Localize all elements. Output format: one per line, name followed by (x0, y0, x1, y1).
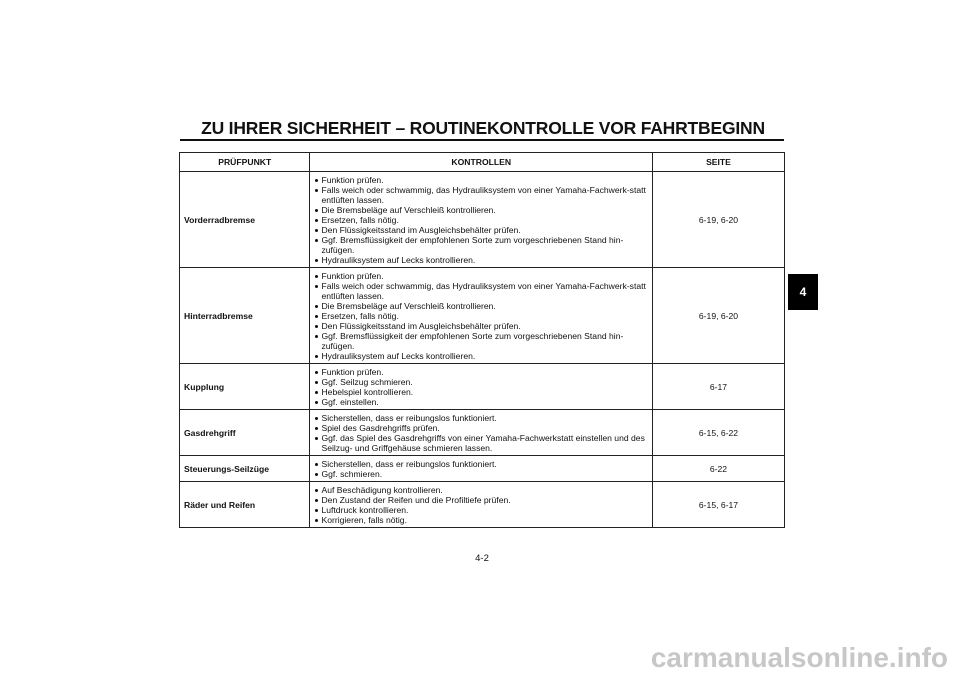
table-row (180, 456, 785, 482)
row-checks (310, 364, 653, 410)
check-list-item: Hydrauliksystem auf Lecks kontrollieren. (315, 351, 648, 361)
check-list-item: Ggf. Bremsflüssigkeit der empfohlenen Sorte zum vorgeschriebenen Stand hin-zufügen. (315, 331, 648, 351)
check-list-item: Luftdruck kontrollieren. (315, 505, 648, 515)
row-item: Steuerungs-Seilzüge (180, 456, 310, 482)
row-page-ref: 6-19, 6-20 (653, 268, 785, 364)
check-list-item: Ggf. Bremsflüssigkeit der empfohlenen Sorte zum vorgeschriebenen Stand hin-zufügen. (315, 235, 648, 255)
row-item: Kupplung (180, 364, 310, 410)
check-list-item: Ggf. schmieren. (315, 469, 648, 479)
row-page-ref: 6-17 (653, 364, 785, 410)
check-list-item: Funktion prüfen. (315, 271, 648, 281)
check-list-item: Funktion prüfen. (315, 175, 648, 185)
check-list-item: Ersetzen, falls nötig. (315, 311, 648, 321)
row-checks (310, 268, 653, 364)
check-list (315, 413, 648, 453)
check-list-item: Den Flüssigkeitsstand im Ausgleichsbehälter prüfen. (315, 321, 648, 331)
row-item: Hinterradbremse (180, 268, 310, 364)
page-title: ZU IHRER SICHERHEIT – ROUTINEKONTROLLE VOR FAHRTBEGINN (201, 118, 765, 138)
row-page-ref: 6-22 (653, 456, 785, 482)
check-list-item: Ersetzen, falls nötig. (315, 215, 648, 225)
row-item: Vorderradbremse (180, 172, 310, 268)
header-page: SEITE (653, 153, 785, 172)
table-row (180, 410, 785, 456)
page-number: 4-2 (475, 553, 489, 564)
check-list-item: Die Bremsbeläge auf Verschleiß kontrollieren. (315, 301, 648, 311)
row-checks (310, 456, 653, 482)
check-list-item: Funktion prüfen. (315, 367, 648, 377)
check-list (315, 175, 648, 265)
check-list-item: Hydrauliksystem auf Lecks kontrollieren. (315, 255, 648, 265)
table-row (180, 364, 785, 410)
row-checks (310, 410, 653, 456)
table-body (180, 172, 785, 528)
check-list (315, 271, 648, 361)
check-list-item: Den Flüssigkeitsstand im Ausgleichsbehälter prüfen. (315, 225, 648, 235)
row-page-ref: 6-15, 6-22 (653, 410, 785, 456)
row-page-ref: 6-19, 6-20 (653, 172, 785, 268)
check-list-item: Sicherstellen, dass er reibungslos funktioniert. (315, 459, 648, 469)
table-row (180, 482, 785, 528)
check-list-item: Spiel des Gasdrehgriffs prüfen. (315, 423, 648, 433)
check-list (315, 367, 648, 407)
row-checks (310, 482, 653, 528)
check-list-item: Ggf. das Spiel des Gasdrehgriffs von einer Yamaha-Fachwerkstatt einstellen und des Seilzug- und Griffgehäuse schmieren lassen. (315, 433, 648, 453)
check-list-item: Ggf. Seilzug schmieren. (315, 377, 648, 387)
check-list-item: Falls weich oder schwammig, das Hydrauliksystem von einer Yamaha-Fachwerk-statt entlüften lassen. (315, 185, 648, 205)
check-list-item: Die Bremsbeläge auf Verschleiß kontrollieren. (315, 205, 648, 215)
header-item: PRÜFPUNKT (180, 153, 310, 172)
title-rule (180, 139, 784, 141)
header-checks: KONTROLLEN (310, 153, 653, 172)
table-row (180, 172, 785, 268)
check-list-item: Auf Beschädigung kontrollieren. (315, 485, 648, 495)
watermark: carmanualsonline.info (650, 642, 948, 673)
check-list-item: Falls weich oder schwammig, das Hydrauliksystem von einer Yamaha-Fachwerk-statt entlüften lassen. (315, 281, 648, 301)
row-item: Gasdrehgriff (180, 410, 310, 456)
check-list-item: Hebelspiel kontrollieren. (315, 387, 648, 397)
row-item: Räder und Reifen (180, 482, 310, 528)
check-list-item: Korrigieren, falls nötig. (315, 515, 648, 525)
check-list (315, 459, 648, 479)
check-list-item: Den Zustand der Reifen und die Profiltiefe prüfen. (315, 495, 648, 505)
table-row (180, 268, 785, 364)
chapter-tab[interactable]: 4 (788, 274, 818, 310)
check-list-item: Sicherstellen, dass er reibungslos funktioniert. (315, 413, 648, 423)
check-list-item: Ggf. einstellen. (315, 397, 648, 407)
table-header-row (180, 153, 785, 172)
row-page-ref: 6-15, 6-17 (653, 482, 785, 528)
inspection-table (179, 152, 785, 528)
row-checks (310, 172, 653, 268)
check-list (315, 485, 648, 525)
